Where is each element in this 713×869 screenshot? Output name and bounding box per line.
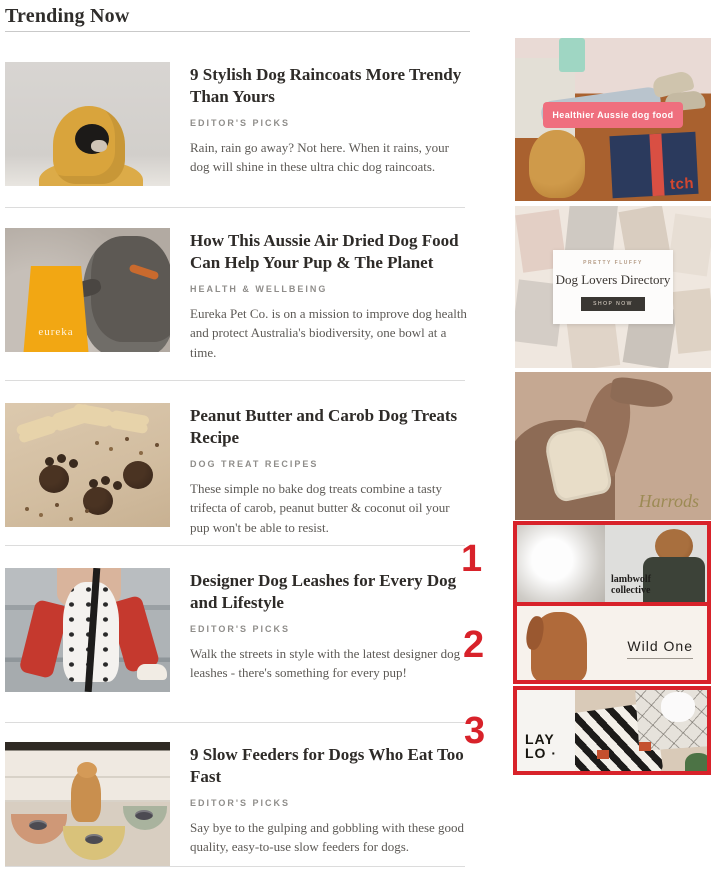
laylo-logo: [525, 732, 557, 761]
collage-tile: [672, 288, 711, 354]
white-dog: [661, 692, 695, 722]
laylo-logo-line1: LAY: [525, 730, 555, 747]
butch-box-text: tch: [669, 174, 695, 194]
header-divider: [5, 31, 470, 32]
laylo-logo-panel: [517, 690, 575, 771]
golden-puppy: [529, 130, 585, 198]
directory-kicker: PRETTY FLUFFY: [583, 260, 643, 266]
sidebar-ad-lay-lo[interactable]: [513, 686, 711, 775]
article-category[interactable]: HEALTH & WELLBEING: [190, 283, 328, 294]
article-thumbnail-dalmatian-leash[interactable]: [5, 568, 170, 692]
article-excerpt: Eureka Pet Co. is on a mission to improve dog health and protect Australia's biodiversity, one bowl at a time.: [190, 305, 467, 360]
article-content: [190, 744, 470, 857]
article-category[interactable]: EDITOR'S PICKS: [190, 623, 290, 634]
row-divider: [5, 545, 465, 546]
feeder-bowl: [29, 820, 47, 830]
bone-treat: [74, 405, 118, 426]
lambwolf-logo-line1: lambwolf: [611, 574, 651, 585]
article-title[interactable]: 9 Slow Feeders for Dogs Who Eat Too Fast: [190, 745, 464, 787]
eureka-bag-label: eureka: [38, 326, 74, 338]
row-divider: [5, 380, 465, 381]
sidebar-ad-lambwolf-collective[interactable]: [513, 521, 711, 606]
page-title: Trending Now: [5, 5, 130, 27]
white-sneaker: [137, 664, 167, 680]
annotation-number-2: 2: [463, 624, 485, 666]
lambwolf-logo: [611, 574, 651, 596]
annotation-number-1: 1: [461, 538, 483, 580]
paw-treat: [39, 465, 69, 493]
article-excerpt: Walk the streets in style with the latest designer dog leashes - there's something for every pup!: [190, 645, 461, 681]
red-pants-left: [19, 599, 70, 679]
article-excerpt: Say bye to the gulping and gobbling with these good quality, easy-to-use slow feeders for dogs.: [190, 819, 465, 855]
article-title[interactable]: How This Aussie Air Dried Dog Food Can Help Your Pup & The Planet: [190, 231, 459, 273]
directory-title: Dog Lovers Directory: [555, 272, 671, 287]
paw-toes: [89, 479, 98, 488]
collage-tile: [667, 213, 711, 276]
sidebar-ad-dog-lovers-directory[interactable]: [515, 206, 711, 368]
row-divider: [5, 866, 465, 867]
paw-treat: [123, 461, 153, 489]
article-title[interactable]: 9 Stylish Dog Raincoats More Trendy Than Yours: [190, 65, 462, 107]
bone-treat: [18, 415, 62, 441]
sidebar-ad-butch-dog-food[interactable]: [515, 38, 711, 201]
crumbs: [95, 441, 99, 445]
article-excerpt: Rain, rain go away? Not here. When it rains, your dog will shine in these ultra chic dog raincoats.: [190, 139, 449, 175]
dog-muzzle: [91, 140, 107, 152]
directory-card: [553, 250, 673, 324]
butch-ad-button[interactable]: Healthier Aussie dog food: [543, 102, 683, 128]
plant: [685, 753, 711, 775]
article-thumbnail-carob-treats[interactable]: [5, 403, 170, 527]
row-divider: [5, 722, 465, 723]
article-content: [190, 230, 470, 362]
paw-treat: [83, 487, 113, 515]
article-content: [190, 570, 470, 683]
mint-food-pack: [559, 38, 585, 72]
eureka-food-bag: [23, 266, 89, 352]
article-thumbnail-raincoat-dog[interactable]: [5, 62, 170, 186]
article-excerpt: These simple no bake dog treats combine a tasty trifecta of carob, peanut butter & coconut oil your pup won't be able to resist.: [190, 480, 450, 535]
harrods-logo: Harrods: [638, 491, 699, 511]
lambwolf-logo-line2: collective: [611, 585, 651, 596]
wild-one-logo: Wild One: [627, 638, 693, 659]
orange-bed-tags: [639, 742, 651, 751]
article-category[interactable]: DOG TREAT RECIPES: [190, 458, 319, 469]
paw-toes: [45, 457, 54, 466]
article-thumbnail-eureka-dog[interactable]: [5, 228, 170, 352]
article-content: [190, 405, 470, 537]
scruffy-dog: [83, 236, 170, 352]
article-thumbnail-slow-feeders[interactable]: [5, 742, 170, 866]
directory-shop-now-button[interactable]: SHOP NOW: [581, 297, 645, 311]
article-category[interactable]: EDITOR'S PICKS: [190, 797, 290, 808]
article-category[interactable]: EDITOR'S PICKS: [190, 117, 290, 128]
article-title[interactable]: Peanut Butter and Carob Dog Treats Recipe: [190, 406, 458, 448]
feeder-bowl: [135, 810, 153, 820]
box-tape: [649, 134, 664, 197]
feeder-bowl: [85, 834, 103, 844]
article-title[interactable]: Designer Dog Leashes for Every Dog and Lifestyle: [190, 571, 457, 613]
crumbs: [25, 507, 29, 511]
annotation-number-3: 3: [464, 710, 486, 752]
row-divider: [5, 207, 465, 208]
article-content: [190, 64, 470, 177]
fluffy-paws-photo: [517, 525, 605, 602]
laylo-logo-line2: LO ·: [525, 745, 557, 762]
green-dog-jacket: [643, 557, 705, 603]
sidebar-ad-wild-one[interactable]: [513, 602, 711, 684]
butch-delivery-box: [609, 132, 698, 198]
golden-dog-head: [77, 762, 97, 778]
sidebar-ad-harrods[interactable]: [515, 372, 711, 520]
